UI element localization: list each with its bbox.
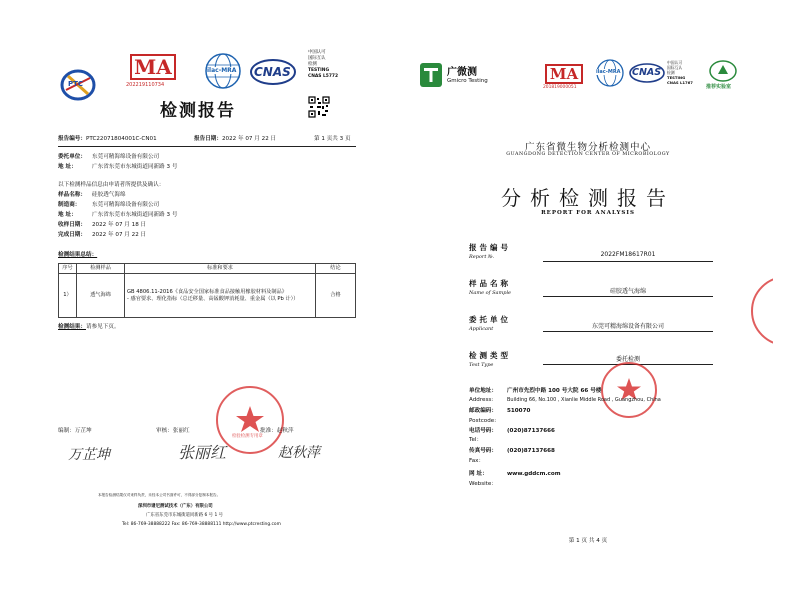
page-info: 第 1 页共 3 页 <box>314 136 351 142</box>
ilac-mra-logo <box>204 52 242 90</box>
manufacturer-value: 东莞可精海绵设备有限公司 <box>92 202 160 208</box>
col-header-sample: 检测样品 <box>77 264 125 274</box>
report-number: PTC22071804001C-CN01 <box>85 136 157 142</box>
manufacturer-row: 制造商： 东莞可精海绵设备有限公司 <box>58 202 160 208</box>
footer-address: 广东省东莞市东城街道同新路 6 号 1 号 <box>146 513 224 518</box>
applicant-label-en: Applicant <box>469 326 494 332</box>
completed-date-row: 完成日期： 2022 年 07 月 22 日 <box>58 232 147 238</box>
gmicro-logo-subtext: Gmicro Testing <box>447 78 488 84</box>
cma-logo-text: MA <box>134 55 172 79</box>
cma-number: 202219110734 <box>126 82 165 88</box>
report-number-value: 2022FM18617R01 <box>600 251 656 258</box>
reviewed-by: 审核：张丽红 <box>156 428 190 434</box>
sample-name-label: 样品名称 <box>469 279 511 288</box>
report-title-en: REPORT FOR ANALYSIS <box>541 210 635 216</box>
page-footer: 第 1 页 共 4 页 <box>568 538 608 544</box>
seal-star-icon <box>218 388 282 452</box>
report-number-row: 报告编号：PTC22071804001C-CN01 <box>58 136 157 142</box>
applicant-underline <box>543 331 713 332</box>
table-header-row <box>59 264 356 274</box>
summary-table <box>58 263 356 318</box>
header-divider <box>58 146 356 147</box>
report-date-row: 报告日期：2022 年 07 月 22 日 <box>194 136 277 142</box>
report-title-cn: 分析检测报告 <box>501 186 675 210</box>
seal-star-icon <box>603 364 655 416</box>
completed-date-value: 2022 年 07 月 22 日 <box>92 232 147 238</box>
details-value: 请参见下页。 <box>85 324 120 330</box>
center-name-cn: 广东省微生物分析检测中心 <box>524 142 651 153</box>
cell-result: 合格 <box>316 274 356 318</box>
test-type-label: 检测类型 <box>469 351 511 360</box>
sample-name-row: 样品名称： 硅胶透气海绵 <box>58 192 126 198</box>
approved-by: 批准：赵秋萍 <box>260 428 294 434</box>
fax-label-en: Fax： <box>469 458 485 464</box>
website-label: 网 址： <box>469 471 488 477</box>
postcode-value: 510070 <box>507 408 531 414</box>
report-title: 检测报告 <box>160 101 236 121</box>
official-seal <box>216 386 284 454</box>
ilac-logo-text: ilac-MRA <box>207 67 237 74</box>
gmicro-logo <box>419 62 509 90</box>
signature-prepared: 万芷坤 <box>68 447 110 463</box>
tel-value: (020)87137666 <box>507 428 555 434</box>
report-number-underline <box>543 261 713 262</box>
col-header-result: 结论 <box>316 264 356 274</box>
report-date: 2022 年 07 月 22 日 <box>221 136 277 142</box>
cell-standard: GB 4806.11-2016《食品安全国家标准食品接触用橡胶材料及制品》 - 感官要求、理化指标（总迁移量、高锰酸钾消耗量、重金属（以 Pb 计）） <box>125 274 316 318</box>
cell-no: 1） <box>59 274 77 318</box>
signature-approved: 赵秋萍 <box>278 445 320 461</box>
cnas-logo-right: CNAS <box>629 62 665 84</box>
client-address-value: 广东省东莞市东城街道同新路 3 号 <box>92 164 178 170</box>
recommended-lab-icon <box>709 60 737 82</box>
left-report-page <box>28 30 366 560</box>
footer-contact: Tel: 86-769-38888222 Fax: 86-769-38888111 http://www.ptcresting.com <box>122 522 281 527</box>
test-type-label-en: Test Type <box>469 362 494 368</box>
gmicro-logo-text: 广微测 <box>447 67 477 78</box>
qr-code-icon <box>308 96 330 118</box>
official-seal-center <box>601 362 657 418</box>
footer-disclaimer: 本报告检测结果仅对来样负责，未经本公司书面许可，不得部分复制本报告。 <box>98 493 221 497</box>
official-seal-right-edge <box>751 276 773 346</box>
ptc-logo-text: PTC <box>68 80 84 88</box>
cnas-logo-text: CNAS <box>254 65 291 79</box>
cma-logo <box>130 54 176 80</box>
tel-label-en: Tel： <box>469 437 483 443</box>
center-name-en: GUANGDONG DETECTION CENTER OF MICROBIOLOGY <box>506 152 670 157</box>
accreditation-text: 中国认可 国际互认 检测 TESTING CNAS L5772 <box>308 50 339 79</box>
summary-label: 检测结果总结： <box>58 252 98 258</box>
website-label-en: Website： <box>469 481 497 487</box>
address-value-cn: 广州市先烈中路 100 号大院 66 号楼 <box>507 388 602 394</box>
sample-name-label-en: Name of Sample <box>469 290 512 296</box>
ptc-logo <box>60 68 96 102</box>
manufacturer-address-value: 广东省东莞市东城街道同新路 3 号 <box>92 212 178 218</box>
seal-text: 检验检测专用章 <box>232 434 263 439</box>
report-number-label-en: Report №. <box>469 254 495 260</box>
sample-intro: 以下检测样品信息由申请者所提供及确认： <box>58 182 165 188</box>
details-row: 检测结果：请参见下页。 <box>58 324 120 330</box>
applicant-value: 东莞可精海绵设备有限公司 <box>591 323 664 330</box>
cma-number-right: 201819000051 <box>543 85 577 90</box>
prepared-by: 编制：万芷坤 <box>58 428 92 434</box>
fax-label: 传真号码： <box>469 448 497 454</box>
website-value: www.gddcm.com <box>507 471 561 477</box>
right-report-page <box>403 30 773 560</box>
client-address-row: 地 址： 广东省东莞市东城街道同新路 3 号 <box>58 164 178 170</box>
col-header-no: 序号 <box>59 264 77 274</box>
footer-company: 深圳市谱尼测试技术（广东）有限公司 <box>138 504 213 509</box>
cnas-logo <box>250 58 296 86</box>
qr-code <box>308 96 330 118</box>
sample-name-value: 硅胶透气海绵 <box>92 192 126 198</box>
tel-label: 电话号码： <box>469 428 497 434</box>
received-date-row: 收样日期： 2022 年 07 月 18 日 <box>58 222 147 228</box>
address-label-en: Address: <box>469 397 494 403</box>
address-label: 单位地址： <box>469 388 497 394</box>
sample-name-value: 硅胶透气海绵 <box>609 288 646 295</box>
recommended-lab-label: 推荐实验室 <box>706 84 732 90</box>
recommended-lab-badge <box>703 60 743 92</box>
applicant-label: 委托单位 <box>469 315 511 324</box>
postcode-label-en: Postcode: <box>469 418 497 424</box>
report-number-label: 报告编号 <box>469 243 511 252</box>
client-value: 东莞可精海绵设备有限公司 <box>92 154 160 160</box>
client-row: 委托单位： 东莞可精海绵设备有限公司 <box>58 154 160 160</box>
cell-sample: 透气海绵 <box>77 274 125 318</box>
gmicro-logo-icon <box>419 62 443 88</box>
accreditation-text-right: 中国认可 国际互认 检测 TESTING CNAS L1767 <box>667 60 693 85</box>
sample-name-underline <box>543 296 713 297</box>
cma-logo-right: MA <box>545 64 583 84</box>
address-value-en: Building 66, No.100 , Xianlie Middle Road , Guangzhou, China <box>507 397 661 403</box>
table-row <box>59 274 356 318</box>
ilac-mra-logo-right: ilac-MRA <box>595 58 625 88</box>
received-date-value: 2022 年 07 月 18 日 <box>92 222 147 228</box>
fax-value: (020)87137668 <box>507 448 555 454</box>
col-header-standard: 标准和要求 <box>125 264 316 274</box>
postcode-label: 邮政编码： <box>469 408 497 414</box>
manufacturer-address-row: 地 址： 广东省东莞市东城街道同新路 3 号 <box>58 212 178 218</box>
signature-reviewed: 张丽红 <box>178 443 227 462</box>
test-type-value: 委托检测 <box>615 356 640 363</box>
